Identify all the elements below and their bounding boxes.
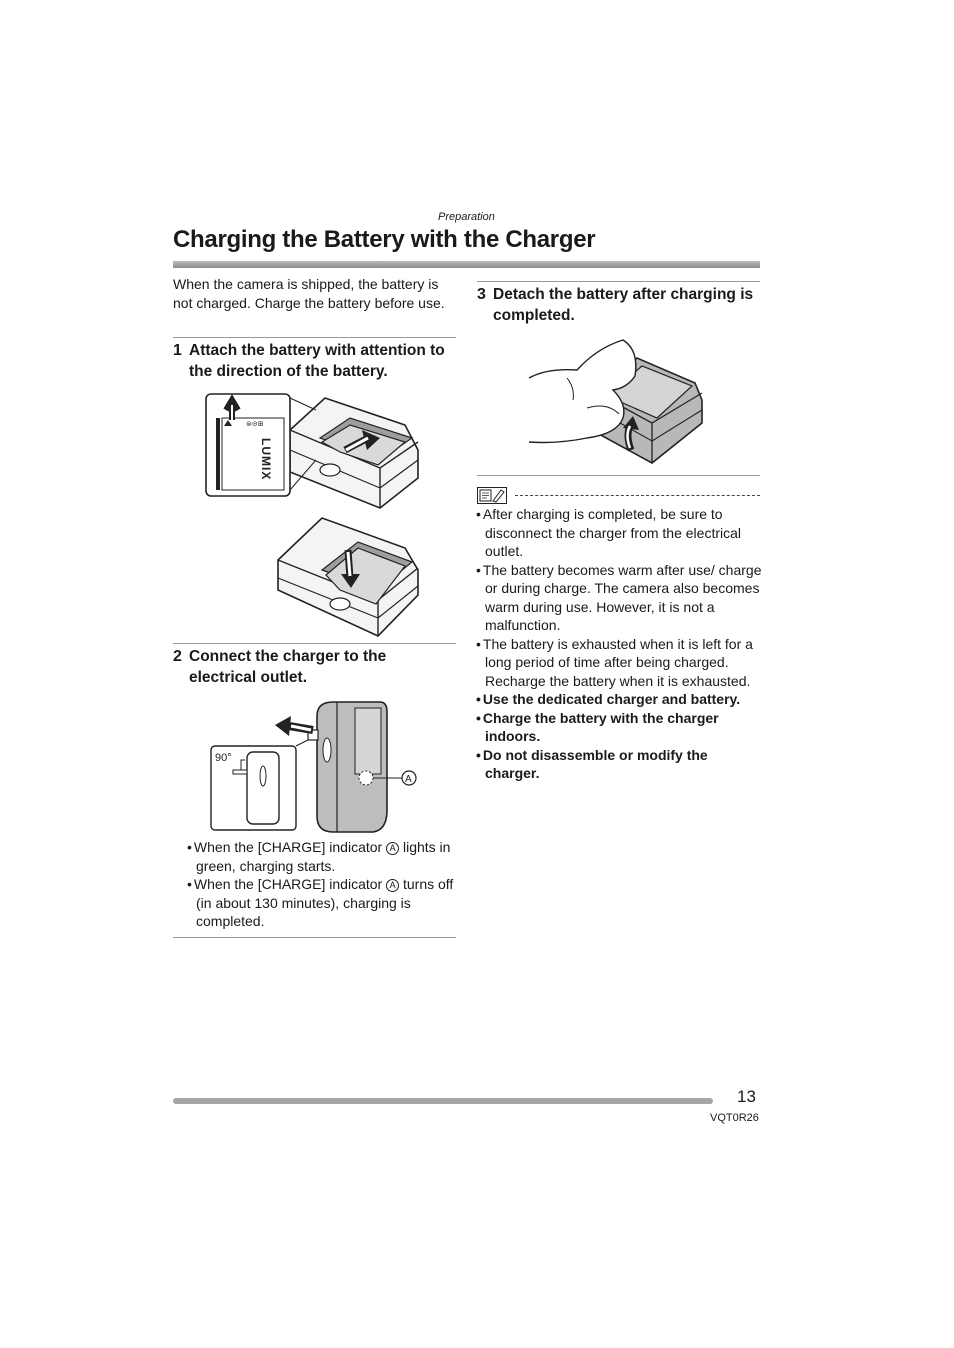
intro-paragraph: When the camera is shipped, the battery is not charged. Charge the battery before use.: [173, 276, 445, 311]
step-text: Connect the charger to the electrical outlet.: [189, 648, 387, 686]
charger-side-drawing: [308, 702, 387, 832]
battery-detach-illustration: [527, 338, 707, 468]
note-memo-icon: [477, 487, 507, 504]
footer-bar: [173, 1098, 713, 1104]
list-item: • The battery is exhausted when it is left for a long period of time after being charged. Recharge the battery when it is exhausted.: [476, 635, 762, 691]
step-2: [173, 647, 456, 688]
battery-terminal-marks: ⊜⊝⊞: [246, 421, 264, 428]
indicator-a-marker: A: [386, 842, 399, 855]
note-header: [477, 485, 760, 505]
list-item: • When the [CHARGE] indicator A lights in green, charging starts.: [187, 838, 457, 875]
note-dashed-line: [515, 495, 760, 496]
notes-list: [476, 505, 762, 783]
step-1: [173, 341, 456, 382]
list-item: • Use the dedicated charger and battery.: [476, 690, 762, 709]
list-item: • Do not disassemble or modify the charger.: [476, 746, 762, 783]
battery-attach-illustration: [200, 390, 430, 640]
step-text: Detach the battery after charging is completed.: [493, 286, 754, 324]
step-number: 2: [173, 648, 182, 665]
page-title: Charging the Battery with the Charger: [173, 226, 596, 253]
step-text: Attach the battery with attention to the direction of the battery.: [189, 342, 445, 380]
step-2-bullets: [187, 838, 457, 931]
step-number: 1: [173, 342, 182, 359]
divider: [173, 937, 456, 938]
list-item: • When the [CHARGE] indicator A turns off (in about 130 minutes), charging is completed.: [187, 875, 457, 931]
plug-inset-drawing: [211, 740, 308, 830]
divider: [173, 337, 456, 338]
battery-brand-label: LUMIX: [259, 438, 273, 481]
arrow-left-icon: [275, 716, 313, 736]
divider: [173, 643, 456, 644]
list-item: • The battery becomes warm after use/ charge or during charge. The camera also becomes warm during use. However, it is not a malfunction.: [476, 561, 762, 635]
divider: [477, 475, 760, 476]
list-item: • Charge the battery with the charger indoors.: [476, 709, 762, 746]
section-label: Preparation: [438, 211, 495, 223]
divider: [477, 281, 760, 282]
title-underline-bar: [173, 261, 760, 268]
model-code: VQT0R26: [710, 1112, 759, 1124]
charger-top-drawing: [290, 398, 418, 508]
indicator-label: A: [405, 774, 412, 785]
angle-label: 90°: [215, 752, 232, 764]
step-3: [477, 285, 760, 326]
page-number: 13: [737, 1087, 756, 1106]
list-item: • After charging is completed, be sure to disconnect the charger from the electrical outlet.: [476, 505, 762, 561]
charger-bottom-drawing: [278, 518, 418, 636]
step-number: 3: [477, 286, 486, 303]
indicator-a-marker: A: [386, 879, 399, 892]
charger-outlet-illustration: [205, 698, 425, 838]
